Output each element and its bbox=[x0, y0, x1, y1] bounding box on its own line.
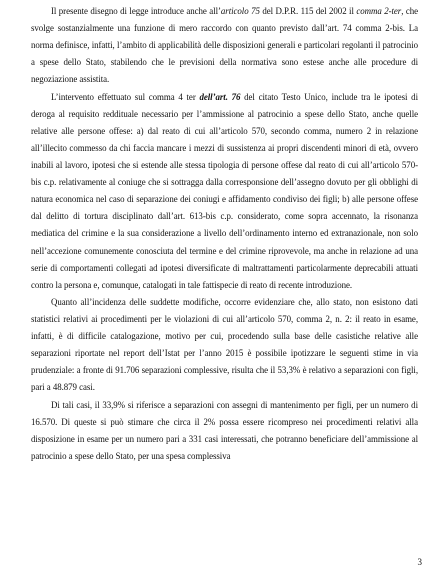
body-text bbox=[31, 3, 418, 465]
paragraph-2: L’intervento effettuato sul comma 4 ter dell’art. 76 del citato Testo Unico, include tra le ipotesi di deroga al requisito reddituale necessario per l’ammissione al patrocinio a spese dello Stato, anche quelle relative alle persone offese: a) dal reato di cui all’articolo 570, secondo comma, numero 2 in relazione all’illecito commesso da chi faccia mancare i mezzi di sussistenza ai propri discendenti minori di età, ovvero inabili al lavoro, ipotesi che si estende alle stessa tipologia di persone offese dal reato di cui all’articolo 570-bis c.p. relativamente al coniuge che si sottragga dalla corresponsione dell’assegno dovuto per gli obblighi di natura economica nel caso di separazione dei coniugi e affidamento condiviso dei figli; b) alle persone offese dal delitto di tortura disciplinato dall’art. 613-bis c.p. considerato, come sopra accennato, la risonanza mediatica del crimine e la sua considerazione a livello dell’ordinamento interno ed extranazionale, non solo nell’accezione comunemente conosciuta del termine e del crimine riprovevole, ma anche in relazione ad una serie di comportamenti collegati ad ipotesi diversificate di maltrattamenti particolarmente deprecabili attuati contro la persona e, comunque, catalogati in tale fattispecie di reato di recente introduzione. bbox=[31, 91, 418, 290]
page-number: 3 bbox=[417, 557, 422, 567]
text-run: Di tali casi, il 33,9% si riferisce a separazioni con assegni di mantenimento per figli, per un numero di 16.570. Di queste si può stimare che circa il 2% possa essere ricompreso nei procedimenti relativi alla disposizione in esame per un numero pari a 331 casi interessati, che potranno beneficiare dell’ammissione al patrocinio a spese dello Stato, per una spesa complessiva bbox=[31, 399, 418, 461]
text-run: articolo 75 bbox=[220, 6, 260, 16]
text-run: del citato Testo Unico, include tra le ipotesi di deroga al requisito reddituale necessario per l’ammissione al patrocinio a spese dello Stato, anche quelle relative alle persone offese: a) dal reato di cui all’articolo 570, secondo comma, numero 2 in relazione all’illecito commesso da chi faccia mancare i mezzi di sussistenza ai propri discendenti minori di età, ovvero inabili al lavoro, ipotesi che si estende alle stessa tipologia di persone offese dal reato di cui all’articolo 570-bis c.p. relativamente al coniuge che si sottragga dalla corresponsione dell’assegno dovuto per gli obblighi di natura economica nel caso di separazione dei coniugi e affidamento condiviso dei figli; b) alle persone offese dal delitto di tortura disciplinato dall’art. 613-bis c.p. considerato, come sopra accennato, la risonanza mediatica del crimine e la sua considerazione a livello dell’ordinamento interno ed extranazionale, non solo nell’accezione comunemente conosciuta del termine e del crimine riprovevole, ma anche in relazione ad una serie di comportamenti collegati ad ipotesi diversificate di maltrattamenti particolarmente deprecabili attuati contro la persona e, comunque, catalogati in tale fattispecie di reato di recente introduzione. bbox=[31, 91, 418, 290]
text-run: , che svolge sostanzialmente una funzione di mero raccordo con quanto previsto dall’art. 74 comma 2-bis. La norma definisce, infatti, l’ambito di applicabilità delle disposizioni generali e particolari regolanti il patrocinio a spese dello Stato, stabilendo che le previsioni della normativa sono estese anche alle procedure di negoziazione assistita. bbox=[31, 6, 419, 85]
text-run: Quanto all’incidenza delle suddette modifiche, occorre evidenziare che, allo stato, non esistono dati statistici relativi ai procedimenti per le violazioni di cui all’articolo 570, comma 2, n. 2: il reato in esame, infatti, è di difficile catalogazione, motivo per cui, procedendo sulla base delle casistiche relative alle separazioni riportate nel report dell’Istat per l’anno 2015 è possibile ipotizzare le seguenti stime in via prudenziale: a fronte di 91.706 separazioni complessive, risulta che il 53,3% è relativo a separazioni con figli, pari a 48.879 casi. bbox=[31, 296, 418, 393]
text-run: L’intervento effettuato sul comma 4 ter bbox=[51, 91, 200, 102]
text-run: Il presente disegno di legge introduce anche all’ bbox=[51, 6, 221, 16]
text-run: comma 2-ter bbox=[356, 6, 402, 16]
paragraph-4 bbox=[31, 397, 418, 465]
text-run: del D.P.R. 115 del 2002 il bbox=[259, 6, 357, 16]
paragraph-1 bbox=[31, 3, 418, 88]
paragraph-3 bbox=[31, 294, 418, 397]
